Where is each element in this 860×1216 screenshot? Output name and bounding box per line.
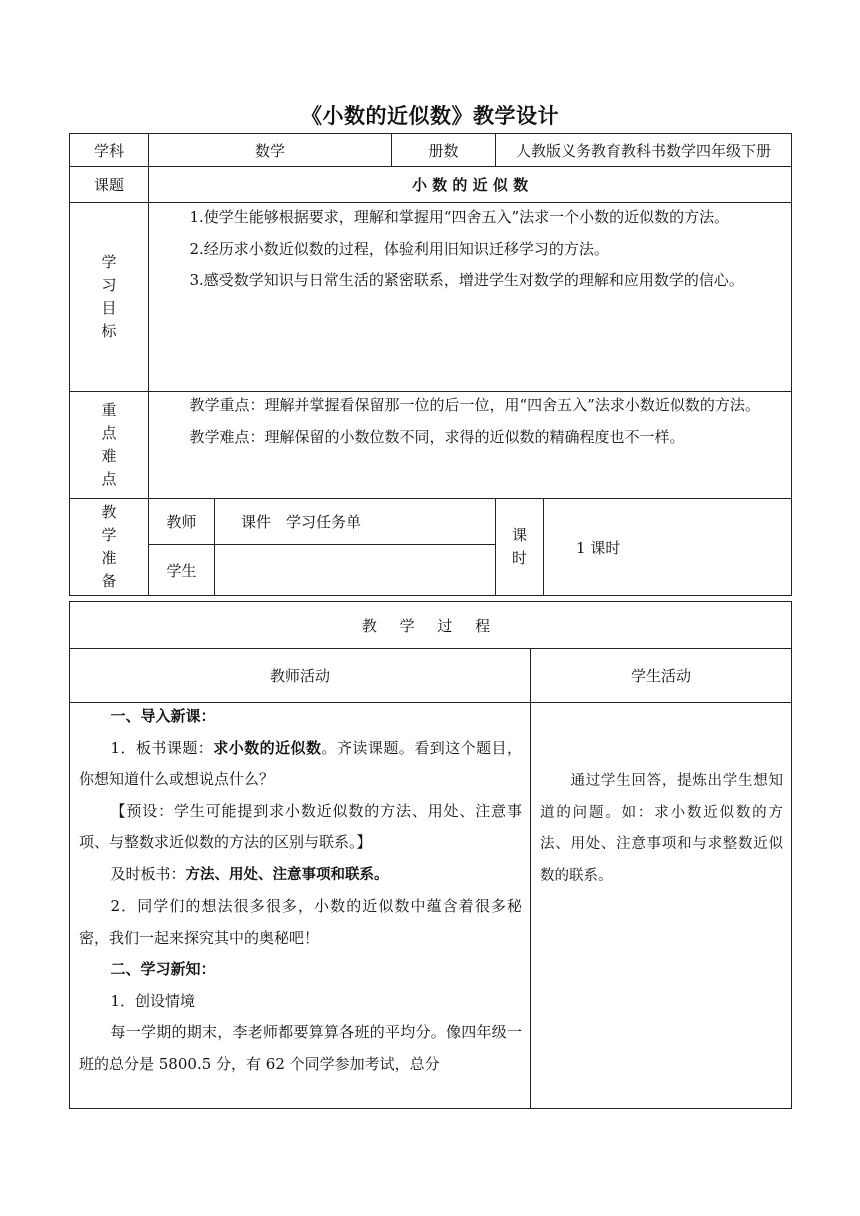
teaching-focus: 教学重点：理解并掌握看保留那一位的后一位，用“四舍五入”法求小数近似数的方法。 (189, 396, 760, 414)
preset-text: 【预设：学生可能提到求小数近似数的方法、用处、注意事项、与整数求近似数的方法的区别与联系。】 (79, 801, 522, 851)
objective-item-1: 1.使学生能够根据要求，理解和掌握用“四舍五入”法求一个小数的近似数的方法。 (189, 208, 730, 226)
topic-value: 小 数 的 近 似 数 (149, 167, 792, 203)
hours-label: 课时 (512, 526, 528, 567)
student-activity-content (531, 703, 792, 1109)
teacher-activity-header: 教师活动 (70, 649, 531, 703)
objective-item-2: 2.经历求小数近似数的过程，体验利用旧知识迁移学习的方法。 (189, 239, 609, 258)
teaching-difficulty: 教学难点：理解保留的小数位数不同，求得的近似数的精确程度也不一样。 (189, 427, 685, 446)
objectives-content (149, 203, 792, 392)
preparation-label-cell (70, 499, 149, 596)
volume-label: 册数 (392, 134, 496, 167)
section-intro-heading: 一、导入新课： (110, 707, 216, 725)
section-new-heading: 二、学习新知： (110, 960, 216, 978)
keypoints-label-cell (70, 392, 149, 499)
student-activity-text: 通过学生回答，提炼出学生想知道的问题。如：求小数近似数的方法、用处、注意事项和与求整数近似数的联系。 (540, 773, 783, 884)
teacher-activity-content (70, 703, 531, 1109)
process-heading: 教 学 过 程 (70, 602, 792, 649)
info-table (69, 133, 792, 596)
keypoints-content (149, 392, 792, 499)
student-prep-value (215, 545, 496, 596)
objective-item-3: 3.感受数学知识与日常生活的紧密联系，增进学生对数学的理解和应用数学的信心。 (189, 271, 744, 289)
item-2: 2．同学们的想法很多很多，小数的近似数中蕴含着很多秘密，我们一起来探究其中的奥秘吧！ (79, 897, 522, 947)
student-activity-header: 学生活动 (531, 649, 792, 703)
volume-value: 人教版义务教育教科书数学四年级下册 (496, 134, 792, 167)
keypoints-label: 重点难点 (101, 401, 117, 488)
subject-value: 数学 (149, 134, 392, 167)
document-title: 《小数的近似数》教学设计 (301, 104, 559, 128)
item-1: 1．板书课题：求小数的近似数。齐读课题。看到这个题目，你想知道什么或想说点什么？ (79, 738, 522, 788)
student-prep-label: 学生 (149, 545, 215, 596)
objectives-label-cell (70, 203, 149, 392)
process-table (69, 601, 792, 1109)
board-note: 及时板书：方法、用处、注意事项和联系。 (110, 864, 389, 883)
teacher-prep-value: 课件 学习任务单 (215, 499, 496, 545)
topic-label: 课题 (70, 167, 149, 203)
hours-label-cell (496, 499, 544, 596)
hours-value: 1 课时 (544, 499, 792, 596)
objectives-label: 学习目标 (101, 253, 117, 340)
preparation-label: 教学准备 (101, 503, 117, 590)
scenario-text: 每一学期的期末，李老师都要算算各班的平均分。像四年级一班的总分是 5800.5 分，有 62 个同学参加考试，总分 (79, 1023, 522, 1073)
teacher-prep-label: 教师 (149, 499, 215, 545)
subject-label: 学科 (70, 134, 149, 167)
item-3: 1．创设情境 (110, 991, 196, 1010)
